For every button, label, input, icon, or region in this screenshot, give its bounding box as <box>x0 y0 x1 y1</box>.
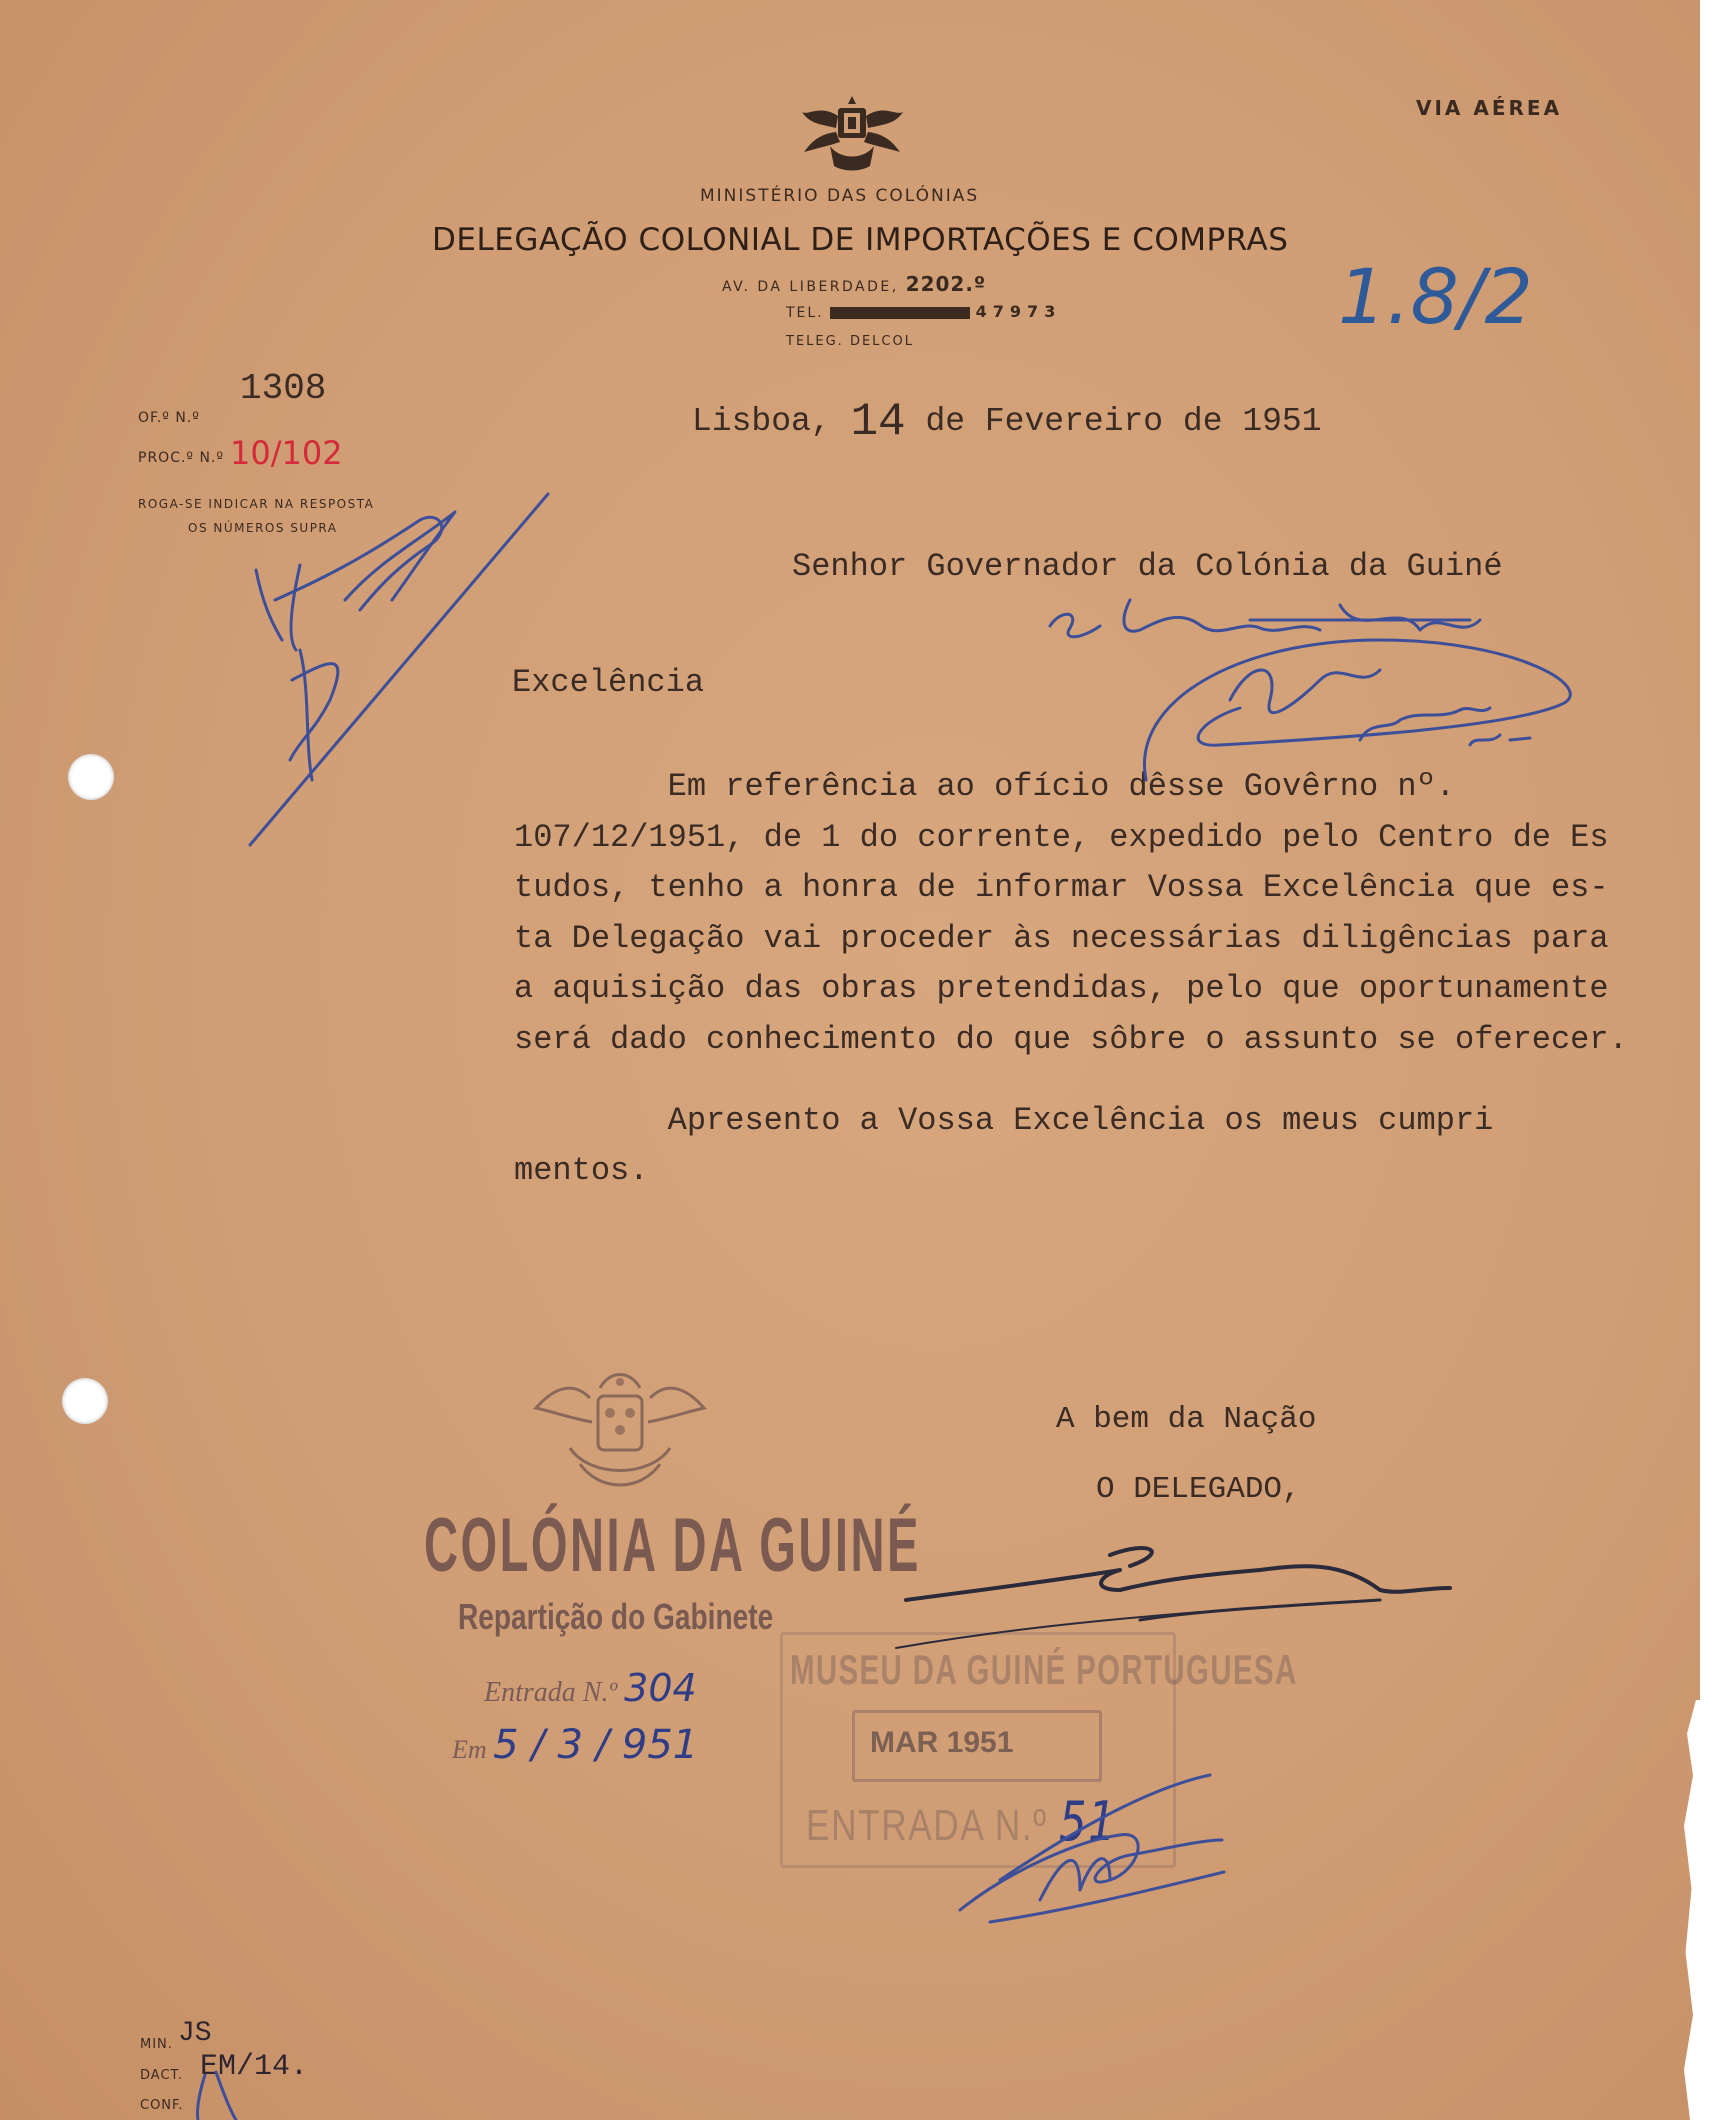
conf-label: CONF. <box>140 2098 184 2113</box>
entrada-number: 304 <box>624 1666 697 1710</box>
via-aerea-label: VIA AÉREA <box>1416 96 1563 120</box>
min-value: JS <box>178 2018 212 2049</box>
min-label: MIN. <box>140 2037 173 2052</box>
stamp-colonia-entrada <box>484 1666 697 1710</box>
stamp-colonia-subtitle: Repartição do Gabinete <box>458 1596 774 1637</box>
closing-line: mentos. <box>514 1152 649 1189</box>
body-line: 107/12/1951, de 1 do corrente, expedido pelo Centro de Es <box>514 818 1609 856</box>
date-rest: de Fevereiro de 1951 <box>925 403 1322 440</box>
stamp-date-value: 5 / 3 / 951 <box>493 1722 699 1768</box>
entrada-label: Entrada N.º <box>484 1677 618 1708</box>
sign-off-line-2: O DELEGADO, <box>1096 1472 1301 1507</box>
address-label: AV. DA LIBERDADE, <box>722 279 899 295</box>
punch-hole <box>62 1378 108 1424</box>
stamp-museu-date: MAR 1951 <box>870 1726 1014 1759</box>
of-number: 1308 <box>240 368 327 409</box>
handwritten-reference: 1.8/2 <box>1338 252 1533 341</box>
address-number: 2202.º <box>905 272 987 296</box>
museu-entrada-label: ENTRADA N.º <box>806 1801 1048 1850</box>
body-line: a aquisição das obras pretendidas, pelo que oportunamente <box>514 970 1609 1007</box>
coat-of-arms-icon <box>800 94 905 174</box>
office-address <box>722 272 986 296</box>
date-place: Lisboa, <box>692 403 831 440</box>
sign-off-line-1: A bem da Nação <box>1056 1402 1317 1437</box>
office-telephone <box>786 302 1061 321</box>
reference-note <box>138 492 374 540</box>
body-line: Em referência ao ofício dêsse Govêrno nº. <box>514 768 1455 805</box>
stamp-colonia-title: COLÓNIA DA GUINÉ <box>424 1503 921 1588</box>
body-line: tudos, tenho a honra de informar Vossa Excelência que es- <box>514 869 1609 906</box>
salutation: Excelência <box>512 664 705 701</box>
struck-out-number <box>830 307 970 319</box>
letter-date <box>692 396 1322 448</box>
stamp-museu-title: MUSEU DA GUINÉ PORTUGUESA <box>790 1646 1298 1693</box>
letter-body <box>514 762 1674 1065</box>
of-label: OF.º N.º <box>138 410 200 426</box>
dact-label: DACT. <box>140 2068 184 2083</box>
tel-number: 47973 <box>975 302 1062 321</box>
date-day: 14 <box>850 396 906 448</box>
body-line: ta Delegação vai proceder às necessárias diligências para <box>514 919 1609 957</box>
reference-note-line-1: ROGA-SE INDICAR NA RESPOSTA <box>138 497 375 511</box>
tel-label: TEL. <box>786 305 824 321</box>
letter-closing <box>514 1096 1674 1196</box>
addressee: Senhor Governador da Colónia da Guiné <box>792 548 1503 585</box>
stamp-date-label: Em <box>452 1735 487 1764</box>
stamp-colonia-date <box>452 1722 698 1768</box>
reference-note-line-2: OS NÚMEROS SUPRA <box>188 521 338 535</box>
office-name: DELEGAÇÃO COLONIAL DE IMPORTAÇÕES E COMPRAS <box>432 222 1289 258</box>
office-telegraph: TELEG. DELCOL <box>786 334 914 349</box>
proc-label: PROC.º N.º <box>138 450 224 466</box>
dact-value: EM/14. <box>200 2050 309 2084</box>
stamp-crest-icon <box>530 1368 710 1498</box>
stamp-museu-entrada <box>806 1790 1117 1853</box>
ministry-name: MINISTÉRIO DAS COLÓNIAS <box>700 186 980 206</box>
closing-line: Apresento a Vossa Excelência os meus cumpri <box>514 1102 1494 1139</box>
museu-entrada-number: 51 <box>1059 1790 1118 1853</box>
punch-hole <box>68 754 114 800</box>
body-line: será dado conhecimento do que sôbre o assunto se oferecer. <box>514 1020 1628 1058</box>
proc-number: 10/102 <box>230 434 343 472</box>
